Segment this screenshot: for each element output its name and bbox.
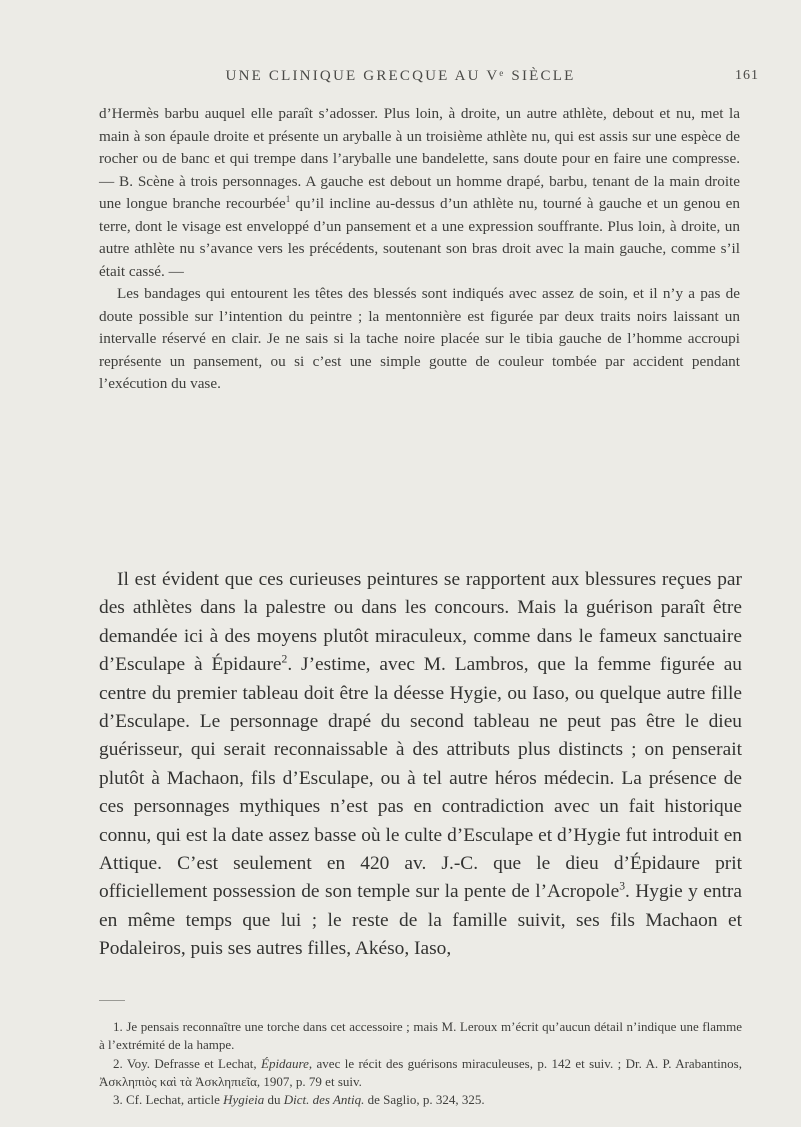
main-text — [99, 566, 742, 964]
footnote-2-title: Épidaure — [261, 1055, 309, 1071]
running-head: UNE CLINIQUE GRECQUE AU Vᵉ SIÈCLE — [225, 68, 576, 84]
footnote-rule — [99, 1000, 125, 1001]
footnote-2 — [99, 1055, 742, 1092]
footnote-1: 1. Je pensais reconnaître une torche dans cet accessoire ; mais M. Leroux m’écrit qu’aucun détail n’indique une flamme à l’extrémité de la hampe. — [99, 1019, 742, 1053]
description-text — [99, 103, 740, 396]
main-text-c: . Hygie y entra en même temps que lui ; le reste de la famille suivit, ses fils Machaon et Podaleiros, puis ses autres filles, Akéso, Iaso, — [99, 881, 742, 960]
footnote-3-start: 3. Cf. Lechat, article — [113, 1092, 224, 1108]
footnote-3-title: Hygieia — [223, 1092, 265, 1108]
footnote-3-mid: du — [264, 1092, 284, 1108]
main-text-b: . J’estime, avec M. Lambros, que la femme figurée au centre du premier tableau doit être la déesse Hygie, ou Iaso, ou quelque autre fille d’Esculape. Le personnage drapé du second tableau ne peut pas être le dieu guérisseur, qui serait reconnaissable à des attributs plus distincts ; on penserait plutôt à Machaon, fils d’Esculape, ou à tel autre héros médecin. La présence de ces personnages mythiques n’est pas en contradiction avec un fait historique connu, qui est la date assez basse où le culte d’Esculape et d’Hygie fut introduit en Attique. C’est seulement en 420 av. J.-C. que le dieu d’Épidaure prit officiellement possession de son temple sur la pente de l’Acropole — [99, 654, 743, 903]
footnote-3 — [99, 1091, 742, 1109]
main-paragraph — [99, 566, 742, 964]
footnote-3-end: de Saglio, p. 324, 325. — [364, 1092, 485, 1108]
footnote-ref-2: 2 — [281, 652, 288, 666]
page-header — [0, 68, 801, 90]
footnotes — [99, 1018, 742, 1109]
footnote-ref-3: 3 — [619, 880, 626, 893]
description-paragraph-1 — [99, 103, 740, 283]
footnote-ref-1: 1 — [285, 193, 291, 204]
footnote-2-end: , avec le récit des guérisons miraculeuses, p. 142 et suiv. ; Dr. A. P. Arabantinos, Ἀσκληπιὸς καὶ τὰ Ἀσκληπιεῖα, 1907, p. 79 et suiv. — [99, 1055, 742, 1089]
description-paragraph-2: Les bandages qui entourent les têtes des blessés sont indiqués avec assez de soin, et il n’y a pas de doute possible sur l’intention du peintre ; la mentonnière est figurée par deux traits noirs laissant un intervalle réservé en clair. Je ne sais si la tache noire placée sur le tibia gauche de l’homme accroupi représente un pansement, ou si c’est une simple goutte de couleur tombée par accident pendant l’exécution du vase. — [99, 285, 740, 392]
page-number: 161 — [735, 68, 759, 83]
footnote-3-dict: Dict. des Antiq. — [283, 1092, 365, 1108]
main-text-a: Il est évident que ces curieuses peintures se rapportent aux blessures reçues par des athlètes dans la palestre ou dans les concours. Mais la guérison paraît être demandée ici à des moyens plutôt miraculeux, comme dans le fameux sanctuaire d’Esculape à Épidaure — [99, 569, 742, 676]
footnote-2-start: 2. Voy. Defrasse et Lechat, — [113, 1055, 261, 1071]
description-p1-text: d’Hermès barbu auquel elle paraît s’adosser. Plus loin, à droite, un autre athlète, debout et nu, met la main à son épaule droite et présente un aryballe à un troisième athlète nu, qui est assis sur une espèce de rocher ou de banc et qui trempe dans l’aryballe une bandelette, sans doute pour en faire une compresse. — B. Scène à trois personnages. A gauche est debout un homme drapé, barbu, tenant de la main droite une longue branche recourbée — [99, 105, 740, 212]
description-p1-end: qu’il incline au-dessus d’un athlète nu, tourné à gauche et un genou en terre, dont le visage est enveloppé d’un pansement et a une expression souffrante. Plus loin, à droite, un autre athlète nu s’avance vers les précédents, soutenant son bras droit avec la main gauche, comme s’il était cassé. — — [99, 195, 740, 280]
